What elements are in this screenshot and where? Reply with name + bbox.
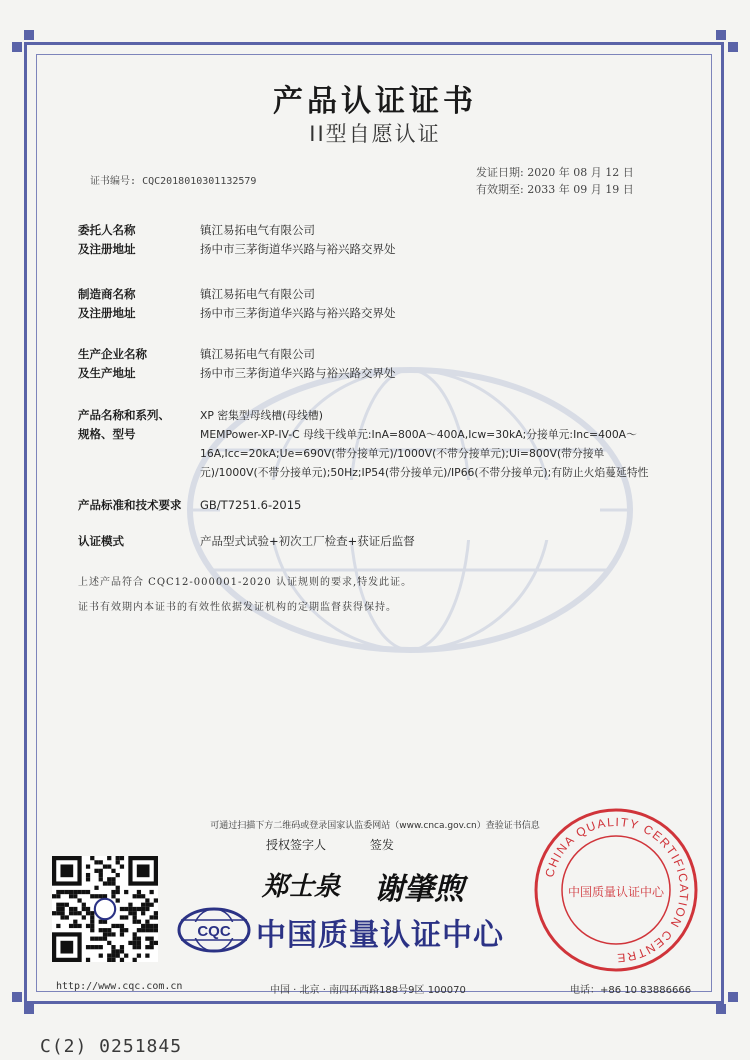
corner-ornament xyxy=(12,42,22,52)
expire-date: 2033 年 09 月 19 日 xyxy=(527,183,634,196)
official-seal xyxy=(532,806,700,974)
issuing-organization: 中国质量认证中心 xyxy=(256,918,504,953)
corner-ornament xyxy=(24,30,34,40)
svg-text:CQC: CQC xyxy=(197,923,231,940)
corner-ornament xyxy=(728,42,738,52)
footer-phone: 电话：+86 10 83886666 xyxy=(570,985,692,996)
corner-ornament xyxy=(12,992,22,1002)
corner-ornament xyxy=(728,992,738,1002)
signing-labels: 授权签字人 签发 xyxy=(266,838,394,852)
signature-issuer: 谢肇煦 xyxy=(374,872,464,907)
signature-authorized: 郑士泉 xyxy=(262,872,341,902)
certificate-subtitle: II型自愿认证 xyxy=(309,122,441,146)
certificate-number: 证书编号: CQC2018010301132579 xyxy=(90,176,257,187)
certificate-title: 产品认证证书 xyxy=(273,84,477,119)
certificate-page: 产品认证证书 II型自愿认证 证书编号: CQC2018010301132579 发证日期: 2020 年 08 月 12 日 有效期至: 2033 年 09 月 19 日 委托人名称 及注册地址 镇江易拓电气有限公司 扬中市三茅街道华兴路与裕兴路交界处 制造商名称 及注册地址 镇江易拓电气有限公司 扬中市三茅街道华兴路与裕兴路交界处 生产企业名称 及生产地址 镇江易拓电气有限公司 扬中市三茅街道华兴路与裕兴路交界处 产品名称和系列、 规格、型号 XP 密集型母线槽(母线槽) MEMPower-XP-IV-C 母线干线单元:InA=800A～400A,Icw=30kA;分接单元:Inc=400A～ 16A,Icc=20kA;Ue=690V(带分接单元)/1000V(不带分接单元);Ui=800V(带分接单 元)/1000V(不带分接单元);50Hz;IP54(带分接单元)/IP66(不带分接单元);有防止火焰蔓延特性 产品标准和技术要求 GB/T7251.6-2015 认证模式 产品型式试验+初次工厂检查+获证后监督 上述产品符合 CQC12-000001-2020 认证规则的要求,特发此证。 证书有效期内本证书的有效性依据发证机构的定期监督获得保持。 可通过扫描下方二维码或登录国家认监委网站（www.cnca.gov.cn）查验证书信息 授权签字人 签发 郑士泉 谢肇煦 CQC 中国质量认证中心 CHINA QUALITY CERTIFICATION CENTRE 中国质量认证中心 http://www.cqc.com.cn 中国 · 北京 · 南四环西路188号9区 100070 电话：+86 10 83886666 C(2) 0251845 xyxy=(0,0,750,1060)
corner-ornament xyxy=(716,1004,726,1014)
footer-website[interactable]: http://www.cqc.com.cn xyxy=(56,981,183,992)
certificate-dates: 发证日期: 2020 年 08 月 12 日 有效期至: 2033 年 09 月 19 日 xyxy=(476,166,634,196)
corner-ornament xyxy=(716,30,726,40)
footer-address: 中国 · 北京 · 南四环西路188号9区 100070 xyxy=(270,985,466,996)
corner-ornament xyxy=(24,1004,34,1014)
qr-code[interactable] xyxy=(52,856,158,962)
validity-note: 证书有效期内本证书的有效性依据发证机构的定期监督获得保持。 xyxy=(78,602,397,613)
compliance-note: 上述产品符合 CQC12-000001-2020 认证规则的要求,特发此证。 xyxy=(78,577,413,588)
issue-date: 2020 年 08 月 12 日 xyxy=(527,166,634,179)
svg-text:CHINA QUALITY CERTIFICATION CE: CHINA QUALITY CERTIFICATION CENTRE xyxy=(542,814,692,966)
verification-text: 可通过扫描下方二维码或登录国家认监委网站（www.cnca.gov.cn）查验证书信息 xyxy=(210,821,540,831)
svg-text:中国质量认证中心: 中国质量认证中心 xyxy=(567,885,665,899)
cqc-logo xyxy=(176,906,252,954)
serial-number: C(2) 0251845 xyxy=(40,1036,183,1057)
